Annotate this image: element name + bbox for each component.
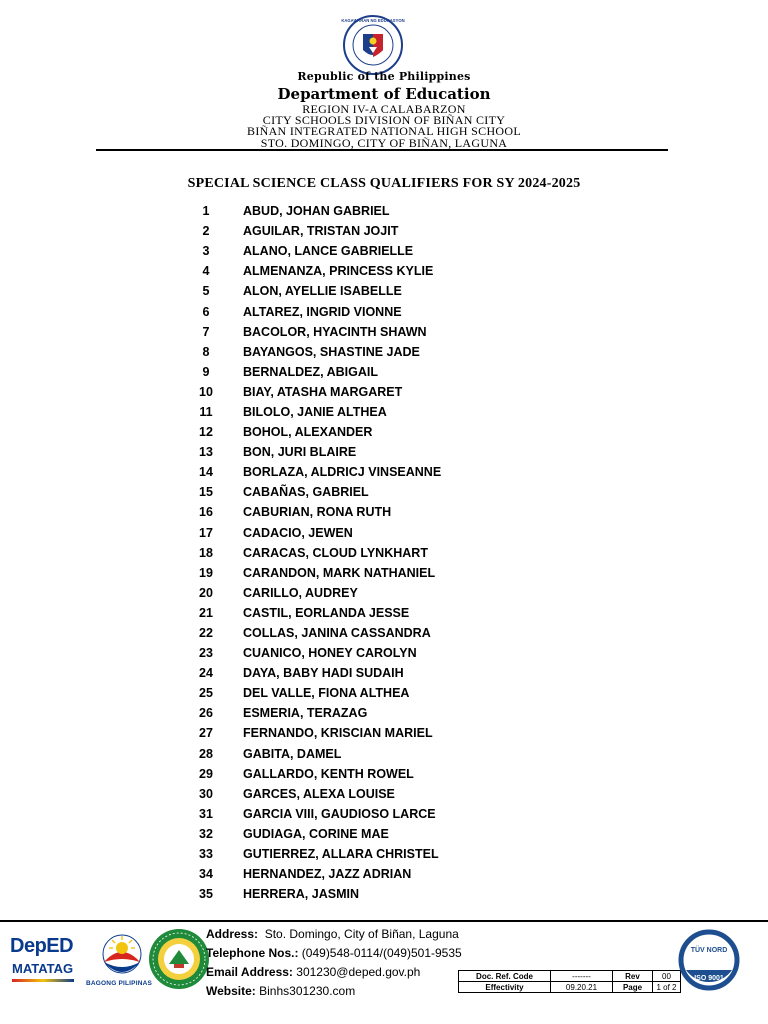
list-item (190, 723, 510, 743)
deped-matatag-logo (10, 935, 80, 989)
list-item (190, 703, 510, 723)
footer-divider (0, 920, 768, 922)
list-item-name: GARCES, ALEXA LOUISE (243, 786, 395, 801)
list-item-name: CARANDON, MARK NATHANIEL (243, 565, 436, 580)
list-item (190, 322, 510, 342)
list-item-number: 22 (199, 626, 213, 641)
list-item-name: ALON, AYELLIE ISABELLE (243, 284, 402, 299)
list-item (190, 442, 510, 462)
list-item (190, 201, 510, 221)
list-item-number: 15 (199, 485, 213, 500)
list-item-number: 16 (199, 505, 213, 520)
email-value[interactable]: 301230@deped.gov.ph (296, 965, 421, 979)
list-item-name: DEL VALLE, FIONA ALTHEA (243, 686, 410, 701)
list-item (190, 422, 510, 442)
iso-top-text: TÜV NORD (690, 947, 728, 954)
effectivity-value: 09.20.21 (551, 982, 613, 993)
school-line: BIÑAN INTEGRATED NATIONAL HIGH SCHOOL (247, 124, 521, 138)
list-item-number: 26 (199, 706, 213, 721)
doc-ref-table (458, 970, 681, 993)
list-item (190, 623, 510, 643)
list-item-number: 29 (199, 766, 213, 781)
list-item-number: 21 (199, 605, 213, 620)
iso-certification-logo (676, 928, 746, 996)
list-item-name: CUANICO, HONEY CAROLYN (243, 646, 417, 661)
list-item-number: 32 (199, 826, 213, 841)
list-item-number: 8 (202, 344, 210, 359)
list-item-name: AGUILAR, TRISTAN JOJIT (243, 224, 399, 239)
rev-value: 00 (653, 971, 681, 982)
list-item (190, 643, 510, 663)
list-item-name: ALANO, LANCE GABRIELLE (243, 244, 414, 259)
list-item (190, 583, 510, 603)
list-item-number: 7 (202, 324, 210, 339)
list-item-number: 2 (202, 224, 210, 239)
address-value: Sto. Domingo, City of Biñan, Laguna (264, 927, 459, 941)
list-item (190, 764, 510, 784)
page-value: 1 of 2 (653, 982, 681, 993)
list-item (190, 543, 510, 563)
list-item-name: BERNALDEZ, ABIGAIL (243, 364, 378, 379)
list-item-name: BON, JURI BLAIRE (243, 445, 357, 460)
list-item-name: FERNANDO, KRISCIAN MARIEL (243, 726, 433, 741)
list-item-name: GUDIAGA, CORINE MAE (243, 826, 389, 841)
rev-label: Rev (613, 971, 653, 982)
effectivity-label: Effectivity (459, 982, 551, 993)
list-item-number: 30 (199, 786, 213, 801)
list-item-number: 4 (202, 264, 210, 279)
list-item-number: 5 (202, 284, 210, 299)
list-item-name: CABAÑAS, GABRIEL (243, 485, 369, 500)
list-item-number: 31 (199, 806, 213, 821)
telephone-line (206, 944, 462, 963)
list-item-name: ALTAREZ, INGRID VIONNE (243, 304, 402, 319)
list-item (190, 844, 510, 864)
republic-heading: Republic of the Philippines (297, 70, 471, 83)
list-item (190, 261, 510, 281)
list-item-number: 10 (199, 384, 213, 399)
list-item-name: CASTIL, EORLANDA JESSE (243, 605, 410, 620)
iso-bottom-text: ISO 9001 (694, 975, 724, 982)
list-item (190, 663, 510, 683)
list-item-name: GUTIERREZ, ALLARA CHRISTEL (243, 847, 439, 862)
department-heading: Department of Education (277, 85, 491, 103)
school-seal-logo (148, 928, 210, 990)
telephone-label: Telephone Nos.: (206, 946, 299, 960)
list-item-number: 13 (199, 445, 213, 460)
list-item-name: BIAY, ATASHA MARGARET (243, 384, 403, 399)
list-item (190, 683, 510, 703)
region-line: REGION IV-A CALABARZON (302, 102, 466, 116)
list-item (190, 884, 510, 904)
doc-ref-label: Doc. Ref. Code (459, 971, 551, 982)
list-item (190, 402, 510, 422)
list-item-number: 25 (199, 686, 213, 701)
list-item-number: 35 (199, 887, 213, 902)
list-item-number: 9 (202, 364, 210, 379)
list-item (190, 462, 510, 482)
deped-seal-logo (336, 14, 410, 76)
list-item-number: 17 (199, 525, 213, 540)
list-item-name: COLLAS, JANINA CASSANDRA (243, 626, 431, 641)
list-item-name: BOHOL, ALEXANDER (243, 425, 373, 440)
list-item-name: BORLAZA, ALDRICJ VINSEANNE (243, 465, 442, 480)
list-item-name: ALMENANZA, PRINCESS KYLIE (243, 264, 434, 279)
list-item-number: 34 (199, 867, 213, 882)
list-item-number: 1 (202, 204, 210, 219)
list-item-name: CARILLO, AUDREY (243, 585, 358, 600)
website-label: Website: (206, 984, 256, 998)
list-item-number: 18 (199, 545, 213, 560)
list-item-name: CABURIAN, RONA RUTH (243, 505, 392, 520)
location-line: STO. DOMINGO, CITY OF BIÑAN, LAGUNA (260, 136, 508, 150)
list-item-name: GALLARDO, KENTH ROWEL (243, 766, 414, 781)
list-item-name: BAYANGOS, SHASTINE JADE (243, 344, 420, 359)
list-item (190, 523, 510, 543)
list-item-number: 3 (202, 244, 210, 259)
list-item-number: 28 (199, 746, 213, 761)
list-item (190, 362, 510, 382)
list-item-number: 11 (199, 404, 213, 419)
list-item (190, 382, 510, 402)
doc-ref-value: ------- (551, 971, 613, 982)
list-item (190, 804, 510, 824)
email-label: Email Address: (206, 965, 293, 979)
qualifier-list (190, 201, 510, 904)
list-item-number: 19 (199, 565, 213, 580)
list-item (190, 563, 510, 583)
email-line (206, 963, 462, 982)
contact-block (206, 925, 462, 1001)
list-item (190, 784, 510, 804)
list-item (190, 744, 510, 764)
list-item (190, 301, 510, 321)
page-label: Page (613, 982, 653, 993)
list-item-number: 12 (199, 425, 213, 440)
list-item-name: CADACIO, JEWEN (243, 525, 353, 540)
telephone-value: (049)548-0114/(049)501-9535 (301, 946, 462, 960)
bagong-pilipinas-text: BAGONG PILIPINAS (86, 980, 153, 987)
list-item (190, 502, 510, 522)
list-item-name: DAYA, BABY HADI SUDAIH (243, 666, 404, 681)
deped-logo-stripe (12, 979, 74, 982)
list-item-name: BACOLOR, HYACINTH SHAWN (243, 324, 427, 339)
list-item-number: 6 (202, 304, 210, 319)
list-item-name: ABUD, JOHAN GABRIEL (243, 204, 390, 219)
list-item-name: ESMERIA, TERAZAG (243, 706, 368, 721)
list-item-number: 33 (199, 847, 213, 862)
website-value[interactable]: Binhs301230.com (259, 984, 356, 998)
list-item-number: 24 (199, 666, 213, 681)
matatag-logo-text: MATATAG (12, 961, 74, 976)
list-item-number: 14 (199, 465, 213, 480)
seal-text: KAGAWARAN NG EDUKASYON (341, 18, 405, 23)
list-item-name: HERRERA, JASMIN (243, 887, 359, 902)
website-line (206, 982, 462, 1001)
list-item-name: GABITA, DAMEL (243, 746, 342, 761)
list-item (190, 864, 510, 884)
header-divider (96, 149, 668, 151)
page-title: SPECIAL SCIENCE CLASS QUALIFIERS FOR SY 2024-2025 (187, 176, 581, 191)
list-item-name: HERNANDEZ, JAZZ ADRIAN (243, 867, 412, 882)
list-item (190, 603, 510, 623)
list-item (190, 342, 510, 362)
list-item (190, 221, 510, 241)
address-label: Address: (206, 927, 259, 941)
list-item-name: BILOLO, JANIE ALTHEA (243, 404, 387, 419)
list-item (190, 824, 510, 844)
list-item (190, 281, 510, 301)
deped-logo-text: DepED (10, 935, 74, 957)
list-item (190, 482, 510, 502)
list-item-name: CARACAS, CLOUD LYNKHART (243, 545, 428, 560)
list-item (190, 241, 510, 261)
list-item-name: GARCIA VIII, GAUDIOSO LARCE (243, 806, 436, 821)
list-item-number: 23 (199, 646, 213, 661)
address-line (206, 925, 462, 944)
division-line: CITY SCHOOLS DIVISION OF BIÑAN CITY (262, 113, 506, 127)
list-item-number: 20 (199, 585, 213, 600)
list-item-number: 27 (199, 726, 213, 741)
